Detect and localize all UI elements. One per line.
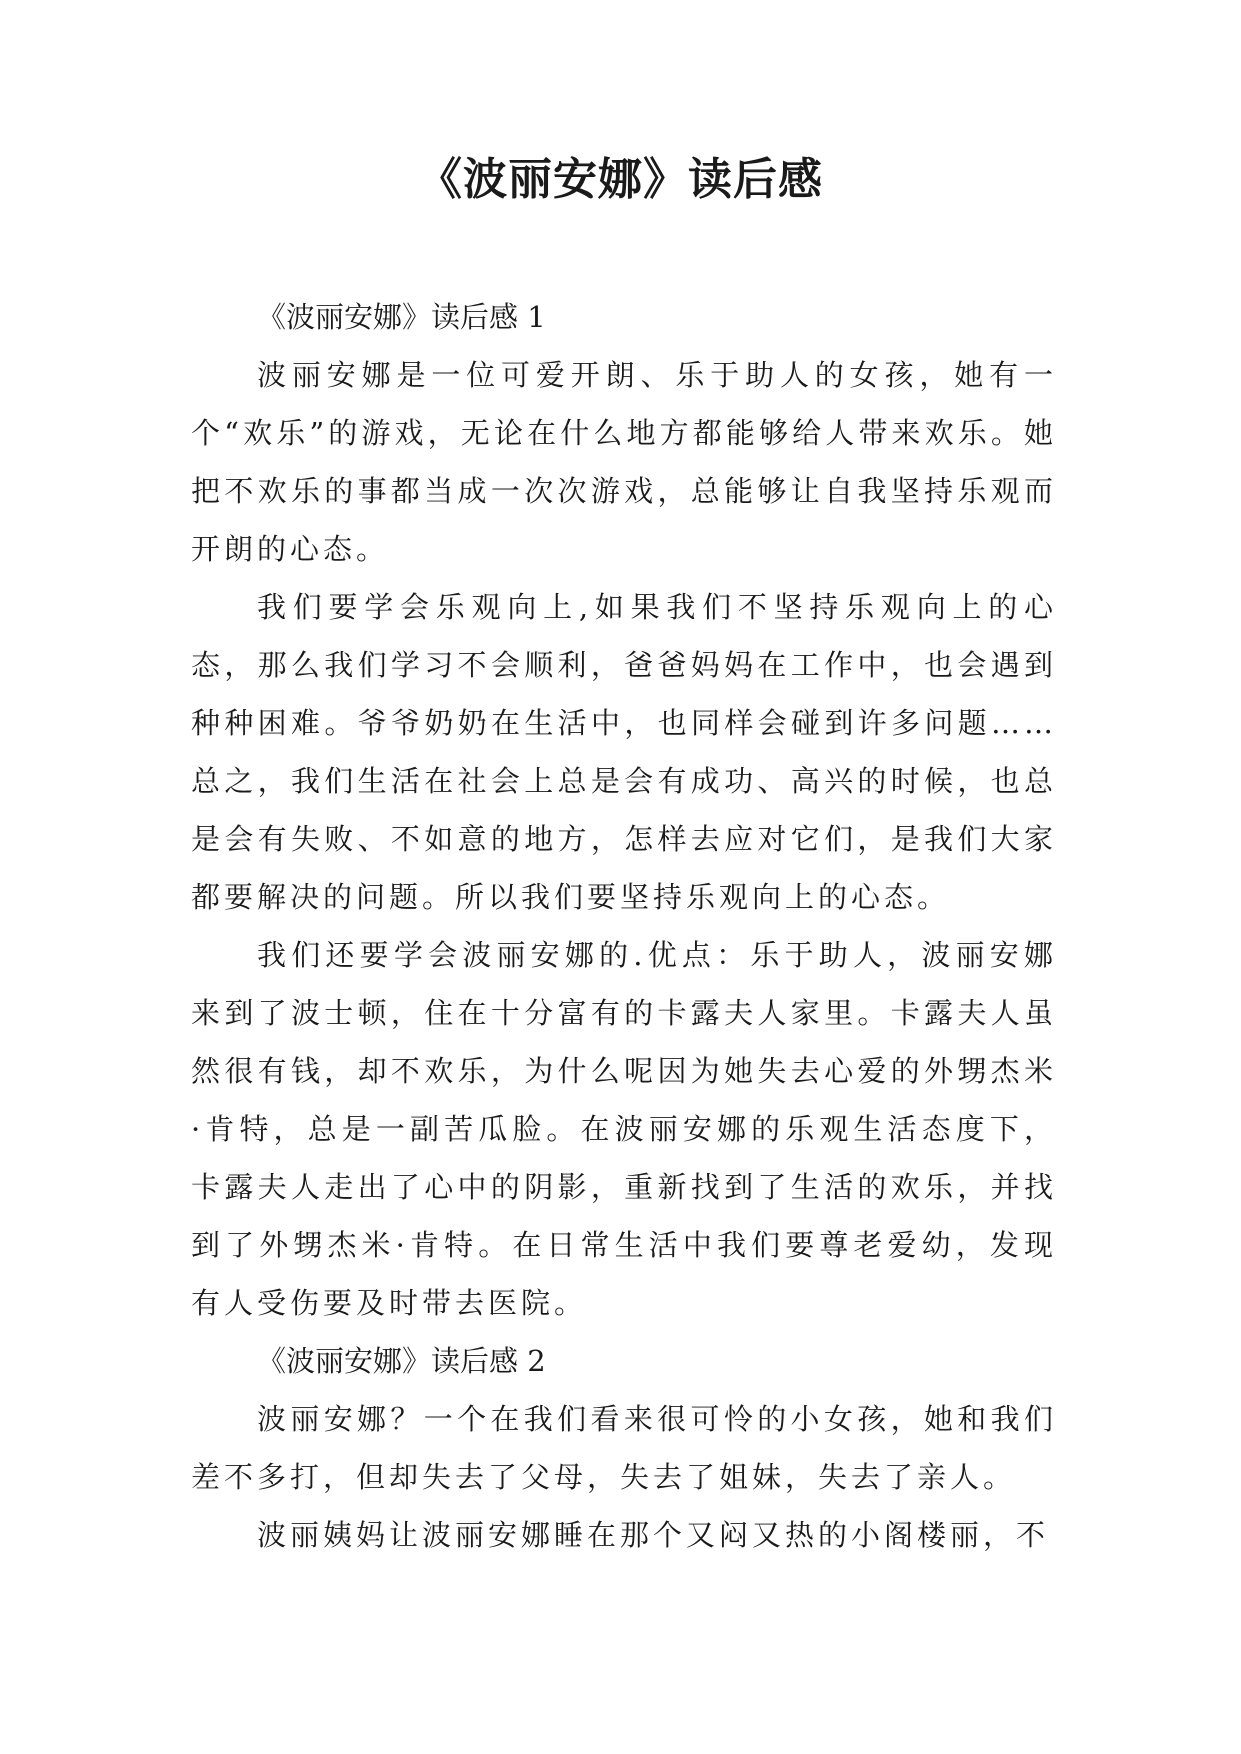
paragraph: 波丽安娜？一个在我们看来很可怜的小女孩，她和我们差不多打，但却失去了父母，失去了姐妹，失去了亲人。 [191, 1402, 1057, 1494]
paragraph: 波丽姨妈让波丽安娜睡在那个又闷又热的小阁楼丽，不 [257, 1518, 1050, 1552]
paragraph: 我们还要学会波丽安娜的.优点：乐于助人，波丽安娜来到了波士顿，住在十分富有的卡露夫人家里。卡露夫人虽然很有钱，却不欢乐，为什么呢因为她失去心爱的外甥杰米·肯特，总是一副苦瓜脸。在波丽安娜的乐观生活态度下，卡露夫人走出了心中的阴影，重新找到了生活的欢乐，并找到了外甥杰米·肯特。在日常生活中我们要尊老爱幼，发现有人受伤要及时带去医院。 [191, 938, 1057, 1320]
paragraph: 我们要学会乐观向上,如果我们不坚持乐观向上的心态，那么我们学习不会顺利，爸爸妈妈在工作中，也会遇到种种困难。爷爷奶奶在生活中，也同样会碰到许多问题……总之，我们生活在社会上总是会有成功、高兴的时候，也总是会有失败、不如意的地方，怎样去应对它们，是我们大家都要解决的问题。所以我们要坚持乐观向上的心态。 [191, 590, 1057, 914]
document-body [191, 288, 1057, 1564]
section-heading-1: 《波丽安娜》读后感 1 [257, 300, 546, 334]
document-title: 《波丽安娜》读后感 [418, 154, 823, 205]
section-heading-2: 《波丽安娜》读后感 2 [257, 1344, 546, 1378]
paragraph: 波丽安娜是一位可爱开朗、乐于助人的女孩，她有一个“欢乐”的游戏，无论在什么地方都能够给人带来欢乐。她把不欢乐的事都当成一次次游戏，总能够让自我坚持乐观而开朗的心态。 [191, 358, 1057, 566]
